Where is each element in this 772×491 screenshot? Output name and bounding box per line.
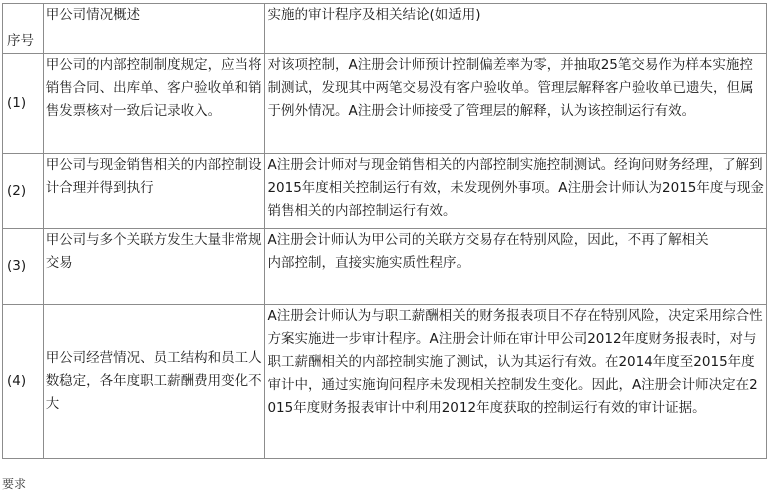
table-row [3,54,767,154]
row-index: (4) [3,305,44,459]
row-index: (1) [3,54,44,154]
row-procedures: 对该项控制，A注册会计师预计控制偏差率为零，并抽取25笔交易作为样本实施控制测试，发现其中两笔交易没有客户验收单。管理层解释客户验收单已遗失，但属于例外情况。A注册会计师接受了管理层的解释，认为该控制运行有效。 [265,54,767,154]
table-header-row [3,4,767,54]
row-procedures [265,229,767,305]
header-index: 序号 [3,4,44,54]
row-overview: 甲公司的内部控制制度规定，应当将销售合同、出库单、客户验收单和销售发票核对一致后记录收入。 [43,54,265,154]
table-row [3,229,767,305]
procedures-line: A注册会计师认为甲公司的关联方交易存在特别风险，因此，不再了解相关 [267,232,709,248]
audit-table [2,3,767,459]
row-procedures: A注册会计师认为与职工薪酬相关的财务报表项目不存在特别风险，决定采用综合性方案实施进一步审计程序。A注册会计师在审计甲公司2012年度财务报表时，对与职工薪酬相关的内部控制实施了测试，认为其运行有效。在2014年度至2015年度审计中，通过实施询问程序未发现相关控制发生变化。因此，A注册会计师决定在2015年度财务报表审计中利用2012年度获取的控制运行有效的审计证据。 [265,305,767,459]
header-overview: 甲公司情况概述 [43,4,265,54]
header-procedures: 实施的审计程序及相关结论(如适用) [265,4,767,54]
row-procedures: A注册会计师对与现金销售相关的内部控制实施控制测试。经询问财务经理，了解到2015年度相关控制运行有效，未发现例外事项。A注册会计师认为2015年度与现金销售相关的内部控制运行有效。 [265,154,767,229]
truncated-footer-text: 要求 [2,477,27,491]
row-index: (2) [3,154,44,229]
row-overview: 甲公司与现金销售相关的内部控制设计合理并得到执行 [43,154,265,229]
row-overview [43,305,265,459]
row-index: (3) [3,229,44,305]
table-row [3,154,767,229]
overview-text: 甲公司经营情况、员工结构和员工人数稳定，各年度职工薪酬费用变化不大 [45,350,262,412]
procedures-line: 内部控制，直接实施实质性程序。 [267,255,470,271]
row-overview: 甲公司与多个关联方发生大量非常规交易 [43,229,265,305]
table-row [3,305,767,459]
